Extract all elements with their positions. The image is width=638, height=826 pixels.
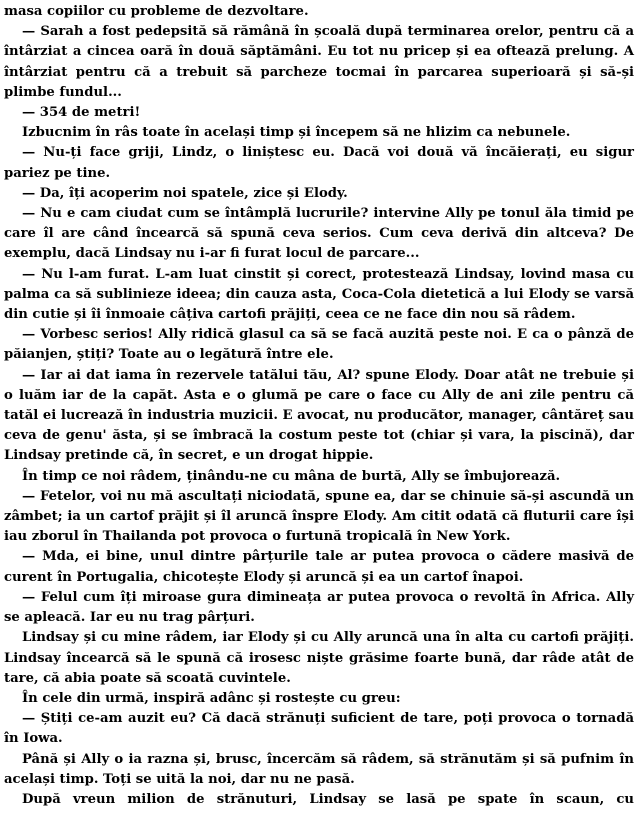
paragraph: — Știți ce-am auzit eu? Că dacă strănuți suficient de tare, poți provoca o tornadă în Iowa.: [4, 711, 634, 747]
paragraph: — Felul cum îți miroase gura dimineața ar putea provoca o revoltă în Africa. Ally se apleacă. Iar eu nu trag pârțuri.: [4, 589, 634, 626]
body-text: [4, 2, 634, 810]
paragraph: — Sarah a fost pedepsită să rămână în școală după terminarea orelor, pentru că a întârziat a cincea oară în două săptămâni. Eu tot nu pricep și ea oftează prelung. A întârziat pentru că a trebuit să parcheze tocmai în parcarea superioară și să-și plimbe fundul...: [4, 24, 634, 100]
paragraph: masa copiilor cu probleme de dezvoltare.: [4, 4, 309, 19]
paragraph: — Vorbesc serios! Ally ridică glasul ca să se facă auzită peste noi. E ca o pânză de păianjen, știți? Toate au o legătură între ele.: [4, 327, 634, 363]
paragraph: — 354 de metri!: [22, 105, 141, 121]
paragraph: Izbucnim în râs toate în același timp și începem să ne hlizim ca nebunele.: [22, 125, 571, 141]
paragraph: În cele din urmă, inspiră adânc și rostește cu greu:: [22, 690, 401, 706]
paragraph: — Da, îți acoperim noi spatele, zice și Elody.: [22, 185, 348, 201]
paragraph: Până și Ally o ia razna și, brusc, încercăm să râdem, să strănutăm și să pufnim în același timp. Toți se uită la noi, dar nu ne pasă.: [4, 751, 634, 787]
paragraph: — Nu e cam ciudat cum se întâmplă lucrurile? intervine Ally pe tonul ăla timid pe care îl are când încearcă să spună ceva serios. Cum ceva derivă din altceva? De exemplu, dacă Lindsay nu i-ar fi furat locul de parcare...: [4, 206, 634, 262]
paragraph: — Mda, ei bine, unul dintre pârțurile tale ar putea provoca o cădere masivă de curent în Portugalia, chicotește Elody și aruncă și ea un cartof înapoi.: [4, 549, 634, 585]
paragraph: — Fetelor, voi nu mă ascultați niciodată, spune ea, dar se chinuie să-și ascundă un zâmbet; ia un cartof prăjit și îl aruncă înspre Elody. Am citit odată că fluturii care își iau zborul în Thailanda pot provoca o furtună tropicală în New York.: [4, 488, 634, 545]
paragraph: Lindsay și cu mine râdem, iar Elody și cu Ally aruncă una în alta cu cartofi prăjiți. Lindsay încearcă să le spună că irosesc niște grăsime foarte bună, dar râde atât de tare, că abia poate să scoată cuvintele.: [4, 630, 634, 686]
paragraph: În timp ce noi râdem, ținându-ne cu mâna de burtă, Ally se îmbujorează.: [22, 468, 561, 484]
paragraph: — Nu-ți face griji, Lindz, o liniștesc eu. Dacă voi două vă încăierați, eu sigur pariez pe tine.: [4, 145, 634, 181]
paragraph: — Iar ai dat iama în rezervele tatălui tău, Al? spune Elody. Doar atât ne trebuie și o luăm iar de la capăt. Asta e o glumă pe care o face cu Ally de ani zile pentru că tatăl ei lucrează în industria muzicii. E avocat, nu producător, manager, cântăreț sau ceva de genu' ăsta, și se îmbracă la costum peste tot (chiar și vara, la piscină), dar Lindsay pretinde că, în secret, e un drogat hippie.: [4, 367, 634, 464]
paragraph: După vreun milion de strănuturi, Lindsay se lasă pe spate în scaun, cu: [22, 791, 634, 807]
paragraph: — Nu l-am furat. L-am luat cinstit și corect, protestează Lindsay, lovind masa cu palma ca să sublinieze ideea; din cauza asta, Coca-Cola dietetică a lui Elody se varsă din cutie și îi înmoaie câțiva cartofi prăjiți, ceea ce ne face din nou să râdem.: [4, 266, 634, 323]
